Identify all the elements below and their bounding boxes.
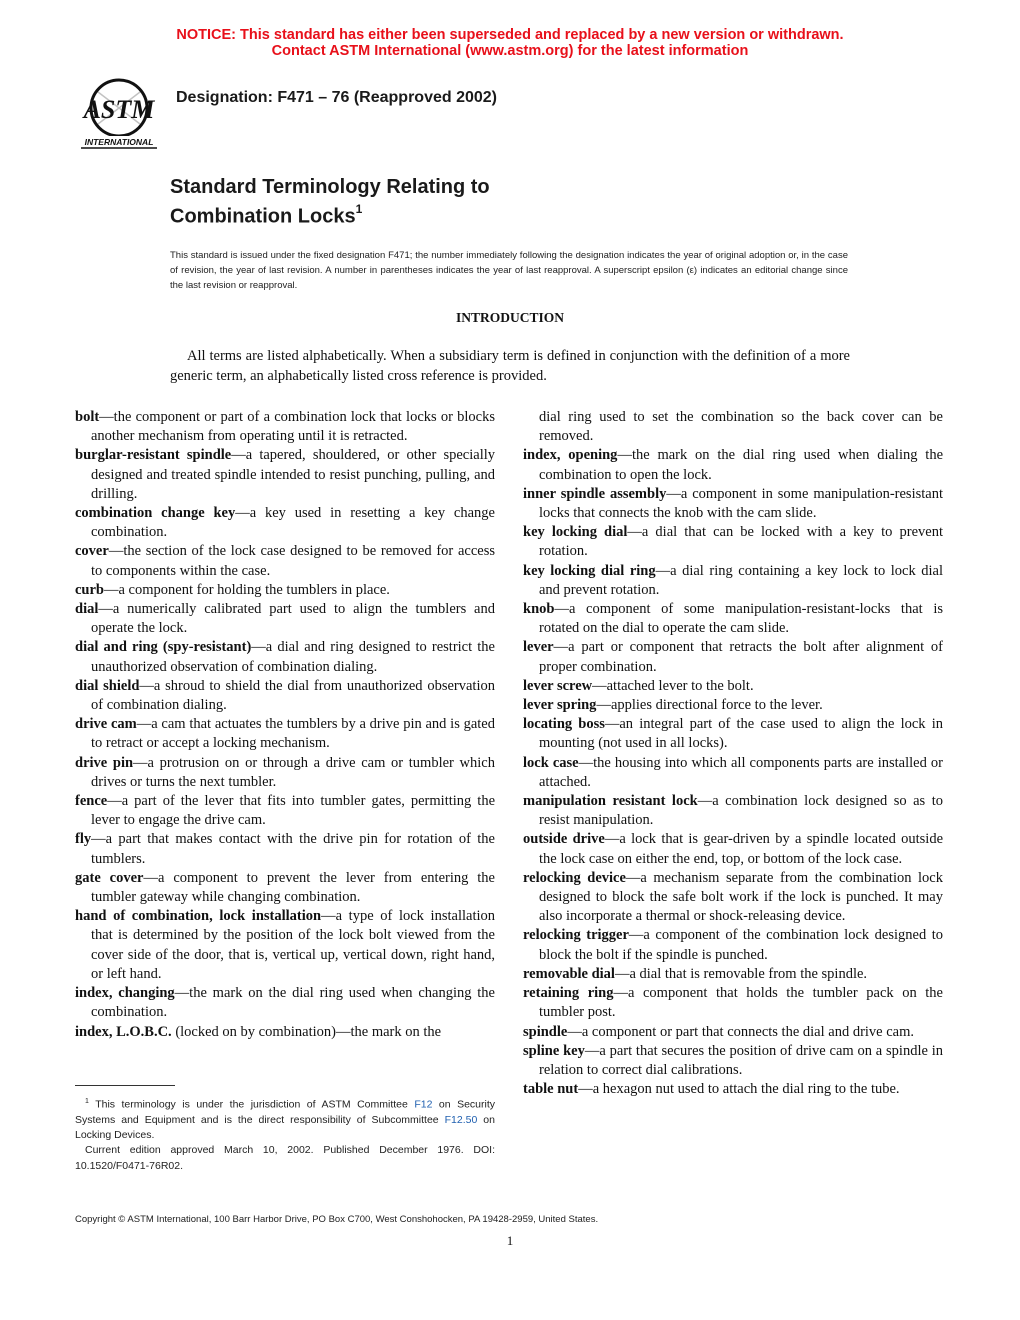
definition-text: —a hexagon nut used to attach the dial ring to the tube. xyxy=(578,1081,900,1098)
notice-line-1: NOTICE: This standard has either been superseded and replaced by a new version or withdrawn. xyxy=(176,27,844,43)
definition-text: —a component of the combination lock designed to block the bolt if the spindle is punched. xyxy=(539,927,943,963)
definition-text: —an integral part of the case used to align the lock in mounting (not used in all locks). xyxy=(539,716,943,752)
astm-logo-icon xyxy=(76,74,162,150)
definition-entry xyxy=(75,638,495,676)
definition-term: knob xyxy=(523,601,555,618)
footnote-text: on Security Systems and Equipment and is the direct responsibility of Subcommittee xyxy=(75,1098,495,1126)
footnote-mark: 1 xyxy=(85,1098,89,1105)
definition-text: —a component for holding the tumblers in place. xyxy=(104,581,390,598)
definition-entry xyxy=(523,677,943,696)
definition-text: —a dial and ring designed to restrict the unauthorized observation of combination dialing. xyxy=(91,639,495,675)
definition-text: —the section of the lock case designed to be removed for access to components within the case. xyxy=(91,543,495,579)
definition-term: locating boss xyxy=(523,716,605,733)
page-number: 1 xyxy=(506,1233,514,1248)
definition-term: key locking dial ring xyxy=(523,562,656,579)
definition-text: —a type of lock installation that is determined by the position of the lock bolt viewed from the cover side of the door, that is, vertical up, vertical down, right hand, or left hand. xyxy=(91,908,495,982)
definition-text: —a component to prevent the lever from entering the tumbler gateway while changing combination. xyxy=(91,869,495,906)
definition-entry xyxy=(75,504,495,542)
definition-text: —attached lever to the bolt. xyxy=(592,677,754,694)
copyright-notice: Copyright © ASTM International, 100 Barr Harbor Drive, PO Box C700, West Conshohocken, PA 19428-2959, United States. xyxy=(75,1214,599,1225)
definition-text: —a component of some manipulation-resistant-locks that is rotated on the dial to operate the cam slide. xyxy=(539,601,943,637)
definition-term: table nut xyxy=(523,1081,579,1098)
definition-entry xyxy=(523,715,943,753)
definition-text: —a part or component that retracts the bolt after alignment of proper combination. xyxy=(539,639,943,675)
definition-term: bolt xyxy=(75,409,100,425)
left-column xyxy=(75,408,495,1042)
definition-entry xyxy=(523,446,943,484)
definition-entry xyxy=(75,830,495,868)
definition-entry xyxy=(523,869,943,927)
page-title xyxy=(170,175,490,229)
definition-term: hand of combination, lock installation xyxy=(75,908,322,925)
definition-term: dial shield xyxy=(75,677,140,694)
introduction-text: All terms are listed alphabetically. When a subsidiary term is defined in conjunction with the definition of a more generic term, an alphabetically listed cross reference is provided. xyxy=(170,348,850,384)
definition-continuation: dial ring used to set the combination so the back cover can be removed. xyxy=(539,409,943,445)
definition-text: —a tapered, shouldered, or other specially designed and treated spindle intended to resist punching, pulling, and drilling. xyxy=(91,447,495,502)
definition-entry xyxy=(75,869,495,907)
definition-entry xyxy=(75,408,495,446)
definition-term: relocking trigger xyxy=(523,927,629,944)
definition-text: —a dial that is removable from the spindle. xyxy=(614,965,868,982)
definition-text: —a lock that is gear-driven by a spindle located outside the lock case on either the end, top, or bottom of the lock case. xyxy=(539,831,944,867)
definition-term: index, L.O.B.C. xyxy=(75,1023,172,1040)
definition-text: —a dial ring containing a key lock to lock dial and prevent rotation. xyxy=(539,562,943,598)
definition-entry xyxy=(75,600,495,638)
definition-term: outside drive xyxy=(523,831,605,848)
definition-text: —a component that holds the tumbler pack on the tumbler post. xyxy=(539,985,943,1021)
definition-term: manipulation resistant lock xyxy=(523,793,698,810)
definition-text: —a component in some manipulation-resistant locks that connects the knob with the cam slide. xyxy=(539,485,943,522)
title-line-1: Standard Terminology Relating to xyxy=(170,176,490,198)
definition-entry xyxy=(523,984,943,1022)
definition-text: —the mark on the dial ring used when dialing the combination to open the lock. xyxy=(539,447,944,483)
definition-text: —a part of the lever that fits into tumbler gates, permitting the lever to engage the drive cam. xyxy=(91,793,495,829)
definition-entry xyxy=(523,562,943,600)
definition-entry xyxy=(523,1023,943,1042)
supersede-notice xyxy=(0,27,1020,59)
definition-entry xyxy=(75,984,495,1022)
definition-text: —a protrusion on or through a drive cam or tumbler which drives or turns the next tumbler. xyxy=(91,754,495,790)
definition-term: lock case xyxy=(523,754,579,771)
definition-text: —a shroud to shield the dial from unauthorized observation of combination dialing. xyxy=(91,677,495,714)
definition-term: spline key xyxy=(523,1042,585,1059)
definition-text: —a mechanism separate from the combination lock designed to block the safe bolt work if the lock is punched. It may also incorporate a thermal or shock-releasing device. xyxy=(539,869,943,925)
definition-text: —a part that makes contact with the drive pin for rotation of the tumblers. xyxy=(91,831,495,867)
definition-entry xyxy=(75,792,495,830)
definition-entry xyxy=(523,830,943,868)
definition-term: curb xyxy=(75,581,104,598)
logo-subtext: INTERNATIONAL xyxy=(84,137,154,147)
designation: Designation: F471 – 76 (Reapproved 2002) xyxy=(176,89,497,106)
definition-term: inner spindle assembly xyxy=(523,485,667,502)
issued-note: This standard is issued under the fixed designation F471; the number immediately following the designation indicates the year of original adoption or, in the case of revision, the year of last revision. A number in parentheses indicates the year of last reapproval. A superscript epsilon (ε) indicates an editorial change since the last revision or reapproval. xyxy=(170,250,848,291)
definition-text: —a cam that actuates the tumblers by a drive pin and is gated to retract or accept a locking mechanism. xyxy=(91,716,495,752)
definition-term: spindle xyxy=(523,1023,568,1040)
definition-term: retaining ring xyxy=(523,985,614,1002)
definition-entry xyxy=(75,677,495,715)
title-line-2 xyxy=(170,199,490,229)
definition-text: —a dial that can be locked with a key to prevent rotation. xyxy=(539,524,943,560)
definition-text: —applies directional force to the lever. xyxy=(596,697,823,714)
introduction-heading: INTRODUCTION xyxy=(455,310,564,325)
definition-term: gate cover xyxy=(75,869,144,886)
definition-entry xyxy=(523,754,943,792)
footnote-text: This terminology is under the jurisdiction of ASTM Committee xyxy=(95,1098,415,1111)
definition-term: combination change key xyxy=(75,505,236,522)
definition-term: burglar-resistant spindle xyxy=(75,447,232,464)
definition-term: index, opening xyxy=(523,447,618,464)
definition-term: key locking dial xyxy=(523,524,628,541)
footnote-divider xyxy=(75,1085,175,1086)
definition-term: dial and ring (spy-resistant) xyxy=(75,639,252,656)
definition-term: cover xyxy=(75,543,109,560)
definition-text: —a key used in resetting a key change combination. xyxy=(91,505,495,541)
definition-entry xyxy=(75,754,495,792)
definition-text: —a numerically calibrated part used to align the tumblers and operate the lock. xyxy=(91,601,495,637)
definition-entry xyxy=(523,638,943,676)
definition-term: relocking device xyxy=(523,869,626,886)
definition-entry xyxy=(523,1080,943,1099)
definition-entry xyxy=(523,792,943,830)
definition-text: —the mark on the dial ring used when changing the combination. xyxy=(91,985,495,1021)
definition-term: lever screw xyxy=(523,677,593,694)
definition-term: dial xyxy=(75,601,99,618)
footnote xyxy=(75,1094,495,1174)
definition-term: fence xyxy=(75,793,108,810)
title-footnote-mark: 1 xyxy=(355,202,363,216)
right-column xyxy=(523,408,943,1099)
footnote-text: on Locking Devices. xyxy=(75,1113,495,1142)
definition-text: —a part that secures the position of drive cam on a spindle in relation to correct dial calibrations. xyxy=(539,1042,943,1078)
definition-term: drive pin xyxy=(75,754,134,771)
definition-text: —the component or part of a combination lock that locks or blocks another mechanism from operating until it is retracted. xyxy=(91,409,495,445)
definition-text: —the housing into which all components parts are installed or attached. xyxy=(539,754,943,790)
definition-entry xyxy=(523,485,943,523)
committee-link[interactable]: F12 xyxy=(414,1098,433,1111)
definition-term: lever xyxy=(523,639,554,656)
definition-entry xyxy=(75,715,495,753)
definition-entry xyxy=(75,1023,495,1042)
definition-text: —a component or part that connects the dial and drive cam. xyxy=(567,1023,915,1040)
definition-term: fly xyxy=(75,831,92,848)
notice-line-2: Contact ASTM International (www.astm.org) for the latest information xyxy=(271,43,749,59)
definition-term: drive cam xyxy=(75,716,137,733)
definition-entry xyxy=(523,926,943,964)
definition-term: removable dial xyxy=(523,965,615,982)
definition-entry xyxy=(523,523,943,561)
logo-text: ASTM xyxy=(83,95,155,124)
definition-entry xyxy=(523,965,943,984)
title-text: Combination Locks xyxy=(170,205,356,228)
definition-entry xyxy=(75,446,495,504)
footnote-paragraph xyxy=(75,1094,495,1143)
definition-entry xyxy=(523,600,943,638)
definition-entry xyxy=(75,581,495,600)
definition-term: lever spring xyxy=(523,697,597,714)
definition-entry xyxy=(75,542,495,580)
definition-text: (locked on by combination)—the mark on the xyxy=(171,1023,442,1040)
definition-term: index, changing xyxy=(75,985,175,1002)
definition-entry xyxy=(75,907,495,984)
subcommittee-link[interactable]: F12.50 xyxy=(444,1113,478,1126)
footnote-approval: Current edition approved March 10, 2002. Published December 1976. DOI: 10.1520/F0471-76R02. xyxy=(75,1144,495,1172)
definition-text: —a combination lock designed so as to resist manipulation. xyxy=(539,793,943,829)
definition-entry xyxy=(523,1042,943,1080)
definition-entry xyxy=(523,696,943,715)
